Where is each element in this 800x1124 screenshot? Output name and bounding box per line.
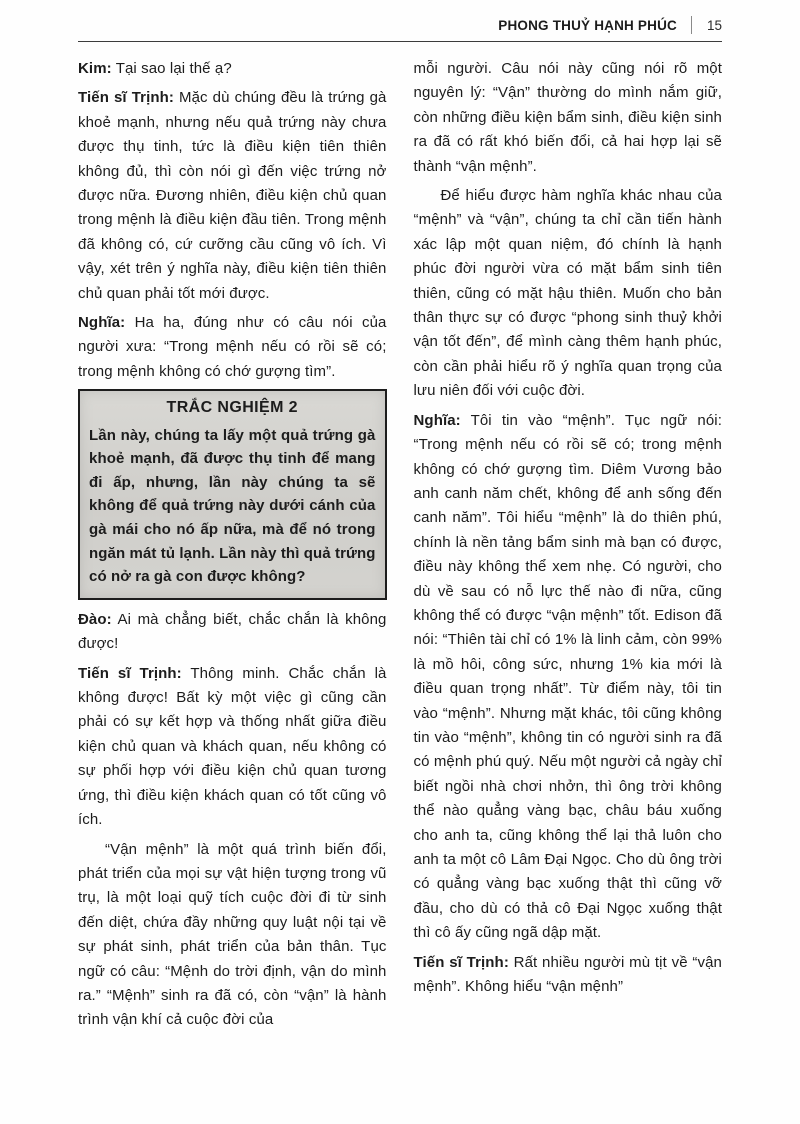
speaker-label: Kim:	[78, 60, 112, 77]
paragraph: Để hiểu được hàm nghĩa khác nhau của “mệnh” và “vận”, chúng ta chỉ cần tiến hành xác lập một quan niệm, đó chính là hạnh phúc đời người vừa có mặt bẩm sinh tiên thiên, cũng có mặt hậu thiên. Muốn cho bản thân thực sự có được “phong sinh thuỷ khởi vận tốt đến”, để mình càng thêm hạnh phúc, còn cần phải hiểu rõ ý nghĩa quan trọng của lưu niên đối với cuộc đời.	[413, 187, 722, 400]
paragraph: Tiến sĩ Trịnh: Thông minh. Chắc chắn là không được! Bất kỳ một việc gì cũng cần phải có sự kết hợp và thống nhất giữa điều kiện chủ quan và khách quan, nếu không có sự phối hợp với điều kiện chủ quan tương ứng, thì điều kiện khách quan có tốt cũng vô ích.	[78, 664, 387, 829]
right-column	[414, 57, 723, 1038]
paragraph: Tiến sĩ Trịnh: Rất nhiều người mù tịt về “vận mệnh”. Không hiểu “vận mệnh”	[413, 953, 722, 996]
paragraph: Nghĩa: Tôi tin vào “mệnh”. Tục ngữ nói: “Trong mệnh nếu có rồi sẽ có; trong mệnh không có chớ gượng tìm. Diêm Vương bảo anh canh năm chết, không để anh sống đến canh năm”. Tôi hiểu “mệnh” là do thiên phú, chính là nền tảng bẩm sinh mà bạn có được, điều này không thể xem nhẹ. Có người, cho dù về sau có nỗ lực thế nào đi nữa, cũng không thể có được “vận mệnh” tốt. Edison đã nói: “Thiên tài chỉ có 1% là linh cảm, còn 99% là mồ hôi, công sức, nhưng 1% kia mới là điều quan trọng nhất”. Từ điểm này, tôi tin vào “mệnh”. Nhưng mặt khác, tôi cũng không tin vào “mệnh”, không tin có người sinh ra đã có mệnh phú quý. Nếu một người cả ngày chỉ biết ngồi nhà chơi nhởn, thì ông trời không thể nào quẳng vàng bạc, châu báu xuống cho anh ta, cũng không thể lại thả luôn cho anh ta một cô Lâm Đại Ngọc. Cho dù ông trời có quẳng vàng bạc xuống thật thì cũng vỡ đầu, cho dù có thả cô Đại Ngọc xuống thật thì cô ấy cũng ngã dập mặt.	[413, 411, 722, 942]
quiz-box-text: Lần này, chúng ta lấy một quả trứng gà khoẻ mạnh, đã được thụ tinh để mang đi ấp, nhưng, lần này chúng ta sẽ không để quả trứng này dưới cánh của gà mái cho nó ấp nữa, mà để nó trong ngăn mát tủ lạnh. Lần này thì quả trứng có nở ra gà con được không?	[89, 426, 376, 586]
header-divider	[691, 16, 692, 34]
speaker-label: Đào:	[78, 610, 112, 628]
paragraph: Nghĩa: Ha ha, đúng như có câu nói của người xưa: “Trong mệnh nếu có rồi sẽ có; trong mệnh không có chớ gượng tìm”.	[78, 314, 387, 380]
running-title: PHONG THUỶ HẠNH PHÚC	[498, 17, 677, 33]
paragraph: Tiến sĩ Trịnh: Mặc dù chúng đều là trứng gà khoẻ mạnh, nhưng nếu quả trứng này chưa được thụ tinh, tức là điều kiện tiên thiên không đủ, thì còn nói gì đến việc trứng nở được nữa. Đương nhiên, điều kiện chủ quan trong mệnh là điều kiện đầu tiên. Trong mệnh đã không có, cứ cưỡng cầu cũng vô ích. Vì vậy, xét trên ý nghĩa này, điều kiện tiên thiên chủ quan phải tốt mới được.	[78, 89, 387, 302]
paragraph: Đào: Ai mà chẳng biết, chắc chắn là không được!	[78, 610, 387, 653]
header-rule	[78, 41, 722, 42]
quiz-box-title: TRẮC NGHIỆM 2	[166, 399, 298, 417]
paragraph: “Vận mệnh” là một quá trình biến đổi, phát triển của mọi sự vật hiện tượng trong vũ trụ, là một loại quỹ tích cuộc đời đi từ sinh đến diệt, chứa đầy những quy luật nội tại về sự phát sinh, phát triển của bản thân. Tục ngữ có câu: “Mệnh do trời định, vận do mình ra.” “Mệnh” sinh ra đã có, còn “vận” là hành trình vận khí cả cuộc đời của	[78, 840, 387, 1029]
page-number: 15	[706, 17, 722, 33]
page-header	[78, 16, 722, 41]
two-column-body	[78, 57, 722, 1038]
speaker-label: Tiến sĩ Trịnh:	[78, 89, 174, 107]
left-column	[78, 57, 387, 1038]
speaker-label: Tiến sĩ Trịnh:	[78, 664, 182, 682]
speaker-label: Nghĩa:	[413, 411, 461, 429]
quiz-box	[78, 389, 387, 600]
paragraph: mỗi người. Câu nói này cũng nói rõ một nguyên lý: “Vận” thường do mình nắm giữ, còn những điều kiện bẩm sinh, điều kiện sinh ra đã có rất khó biến đổi, cả hai hợp lại sẽ thành “vận mệnh”.	[413, 60, 722, 175]
paragraph: Kim: Tại sao lại thế ạ?	[78, 60, 232, 77]
speaker-label: Nghĩa:	[78, 314, 126, 332]
speaker-label: Tiến sĩ Trịnh:	[413, 953, 509, 971]
